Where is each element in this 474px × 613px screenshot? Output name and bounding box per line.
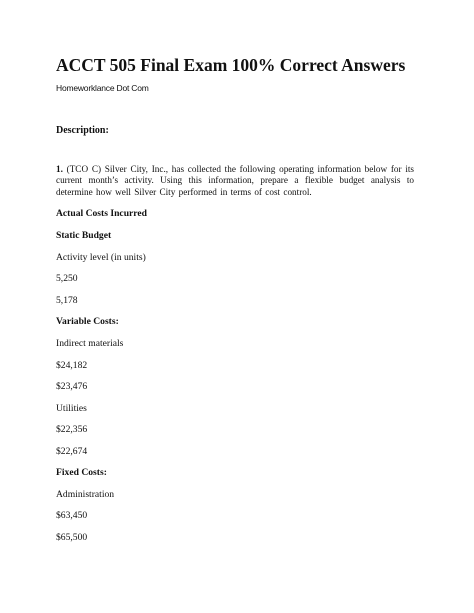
administration-label: Administration [56,489,115,500]
static-budget-heading: Static Budget [56,230,112,241]
fixed-costs-heading: Fixed Costs: [56,467,107,478]
utilities-actual: $22,356 [56,424,88,435]
activity-budget-value: 5,178 [56,295,78,306]
utilities-budget: $22,674 [56,446,88,457]
activity-level-label: Activity level (in units) [56,252,146,263]
page-title: ACCT 505 Final Exam 100% Correct Answers [56,55,406,75]
variable-costs-heading: Variable Costs: [56,316,119,327]
administration-budget: $65,500 [56,532,88,543]
indirect-materials-label: Indirect materials [56,338,124,349]
question-text: (TCO C) Silver City, Inc., has collected the following operating information below for its current month’s activity. Using this information, prepare a flexible budget analysis to determine how well Silver City performed in terms of cost control. [56,164,414,197]
utilities-label: Utilities [56,403,87,414]
source-subtitle: Homeworklance Dot Com [56,83,149,93]
indirect-materials-actual: $24,182 [56,360,88,371]
question-number: 1. [56,164,63,174]
actual-costs-heading: Actual Costs Incurred [56,208,147,219]
administration-actual: $63,450 [56,510,88,521]
question-paragraph [56,164,414,198]
description-label: Description: [56,125,109,136]
indirect-materials-budget: $23,476 [56,381,88,392]
activity-actual-value: 5,250 [56,273,78,284]
